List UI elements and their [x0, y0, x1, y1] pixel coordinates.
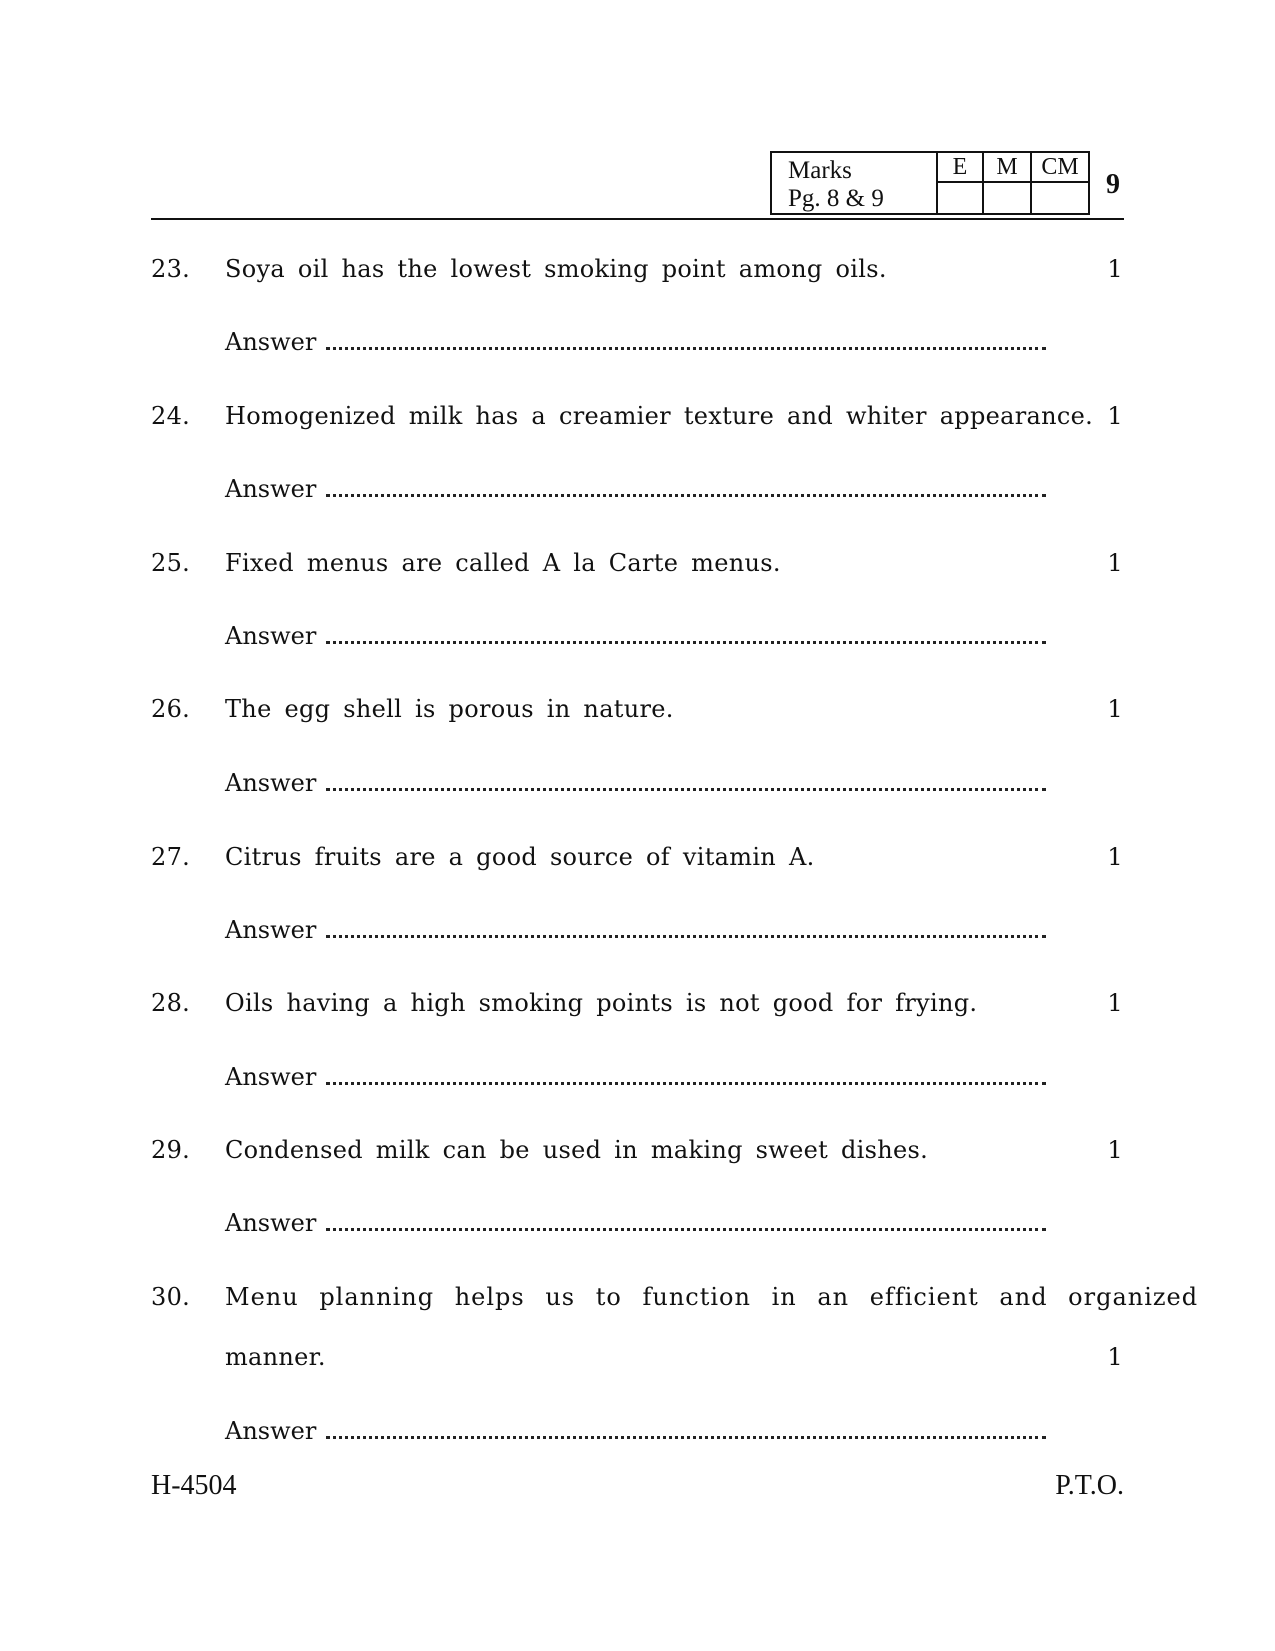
question-text: Soya oil has the lowest smoking point among oils. [225, 255, 887, 283]
answer-label: Answer [225, 475, 317, 503]
question-marks: 1 [1107, 695, 1123, 723]
question-text: Oils having a high smoking points is not good for frying. [225, 989, 978, 1017]
answer-line-23[interactable] [225, 328, 1046, 356]
answer-label: Answer [225, 1209, 317, 1237]
answer-label: Answer [225, 328, 317, 356]
pto-label: P.T.O. [1055, 1470, 1124, 1501]
question-number: 26. [151, 695, 191, 723]
question-text: Condensed milk can be used in making sweet dishes. [225, 1136, 929, 1164]
question-number: 28. [151, 989, 191, 1017]
answer-line-28[interactable] [225, 1063, 1046, 1091]
question-text: The egg shell is porous in nature. [225, 695, 674, 723]
question-text: Citrus fruits are a good source of vitamin A. [225, 843, 815, 871]
question-number: 27. [151, 843, 191, 871]
answer-dots [326, 1072, 1046, 1085]
header-rule [151, 218, 1124, 220]
question-text-continued: manner. [225, 1343, 326, 1371]
question-number: 30. [151, 1283, 191, 1311]
marks-column-m [982, 153, 1030, 213]
answer-dots [326, 778, 1046, 791]
answer-dots [326, 337, 1046, 350]
question-number: 24. [151, 402, 191, 430]
answer-label: Answer [225, 769, 317, 797]
marks-column-header: CM [1032, 153, 1088, 183]
answer-line-29[interactable] [225, 1209, 1046, 1237]
answer-label: Answer [225, 1417, 317, 1445]
answer-dots [326, 631, 1046, 644]
question-text: Fixed menus are called A la Carte menus. [225, 549, 781, 577]
question-marks: 1 [1107, 843, 1123, 871]
marks-box [770, 151, 1090, 215]
answer-dots [326, 925, 1046, 938]
question-marks: 1 [1107, 255, 1123, 283]
answer-line-26[interactable] [225, 769, 1046, 797]
answer-line-30[interactable] [225, 1417, 1046, 1445]
answer-dots [326, 1218, 1046, 1231]
question-marks: 1 [1107, 549, 1123, 577]
question-marks: 1 [1107, 1343, 1123, 1371]
question-text: Homogenized milk has a creamier texture and whiter appearance. [225, 402, 1094, 430]
marks-column-cm [1030, 153, 1088, 213]
question-number: 25. [151, 549, 191, 577]
answer-dots [326, 484, 1046, 497]
pages-label: Pg. 8 & 9 [788, 185, 884, 212]
answer-label: Answer [225, 622, 317, 650]
marks-label: Marks [788, 157, 852, 184]
answer-label: Answer [225, 916, 317, 944]
question-marks: 1 [1107, 989, 1123, 1017]
answer-dots [326, 1426, 1046, 1439]
answer-line-25[interactable] [225, 622, 1046, 650]
question-marks: 1 [1107, 1136, 1123, 1164]
marks-column-header: E [938, 153, 982, 183]
question-text: Menu planning helps us to function in an efficient and organized [225, 1283, 1199, 1311]
question-number: 23. [151, 255, 191, 283]
marks-column-e [936, 153, 982, 213]
question-marks: 1 [1107, 402, 1123, 430]
question-number: 29. [151, 1136, 191, 1164]
page-number: 9 [1106, 169, 1120, 200]
answer-line-27[interactable] [225, 916, 1046, 944]
marks-column-header: M [984, 153, 1030, 183]
answer-label: Answer [225, 1063, 317, 1091]
answer-line-24[interactable] [225, 475, 1046, 503]
paper-code: H-4504 [151, 1470, 237, 1501]
